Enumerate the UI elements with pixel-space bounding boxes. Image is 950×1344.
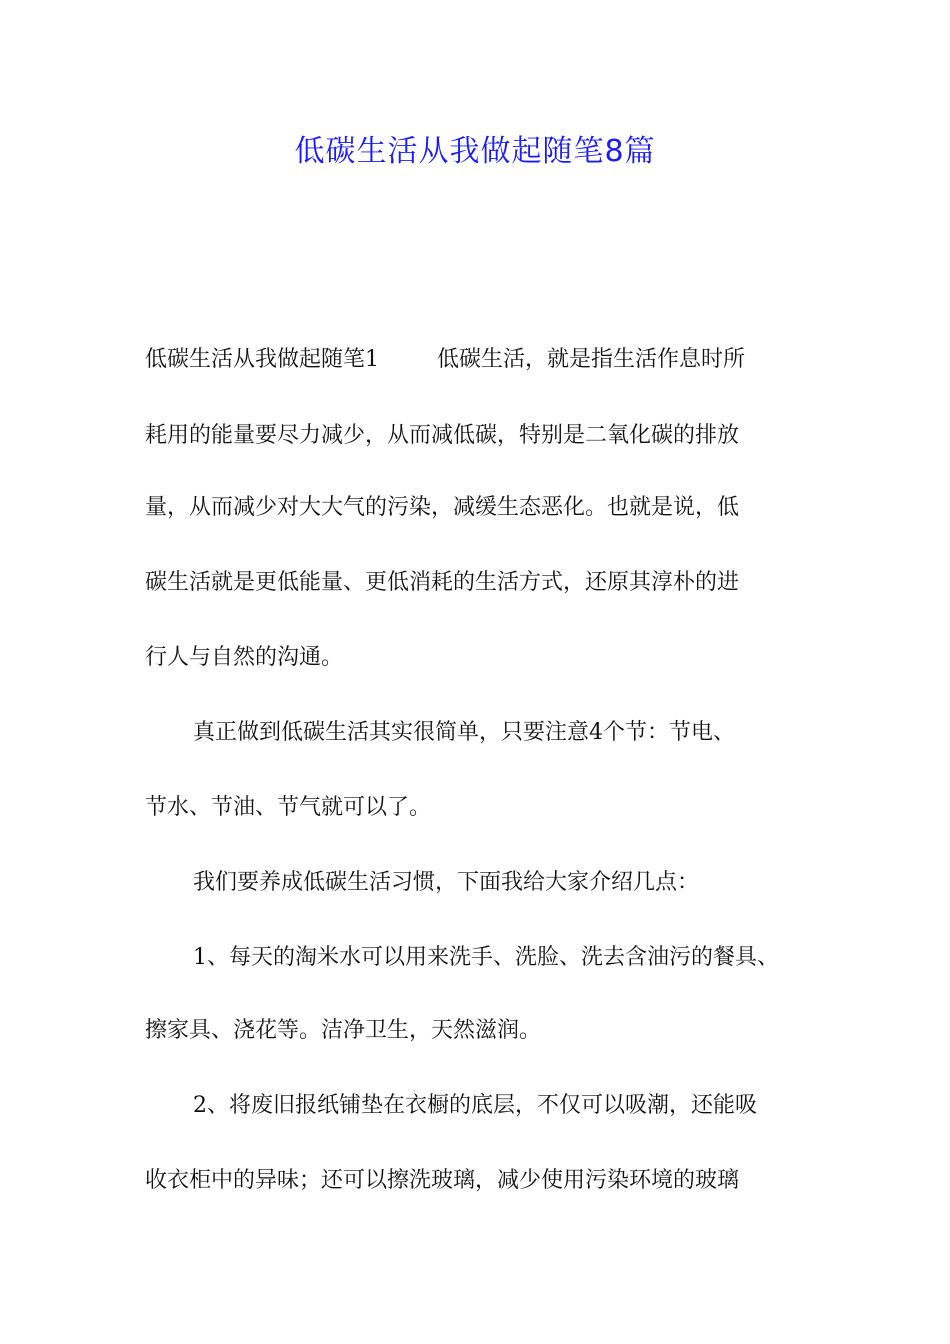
paragraph-1-line-1 xyxy=(145,345,815,375)
paragraph-1-line-3: 量，从而减少对大大气的污染，减缓生态恶化。也就是说，低 xyxy=(145,495,740,520)
paragraph-1-opening: 低碳生活，就是指生活作息时所 xyxy=(437,347,746,372)
paragraph-1-line-5: 行人与自然的沟通。 xyxy=(145,645,344,670)
paragraph-4-line-2: 擦家具、浇花等。洁净卫生，天然滋润。 xyxy=(145,1018,542,1043)
paragraph-5-line-1: 2、将废旧报纸铺垫在衣橱的底层，不仅可以吸潮，还能吸 xyxy=(193,1093,757,1118)
paragraph-5-line-2: 收衣柜中的异味；还可以擦洗玻璃，减少使用污染环境的玻璃 xyxy=(145,1168,740,1193)
document-title: 低碳生活从我做起随笔8篇 xyxy=(294,134,656,169)
paragraph-1-line-2: 耗用的能量要尽力减少，从而减低碳，特别是二氧化碳的排放 xyxy=(145,423,740,448)
essay-heading: 低碳生活从我做起随笔1 xyxy=(145,347,379,372)
paragraph-3-line-1: 我们要养成低碳生活习惯，下面我给大家介绍几点： xyxy=(193,870,700,895)
paragraph-4-line-1: 1、每天的淘米水可以用来洗手、洗脸、洗去含油污的餐具、 xyxy=(193,945,779,970)
paragraph-2-line-2: 节水、节油、节气就可以了。 xyxy=(145,795,432,820)
paragraph-1-line-4: 碳生活就是更低能量、更低消耗的生活方式，还原其淳朴的进 xyxy=(145,570,740,595)
paragraph-2-line-1: 真正做到低碳生活其实很简单，只要注意4个节：节电、 xyxy=(193,720,735,745)
